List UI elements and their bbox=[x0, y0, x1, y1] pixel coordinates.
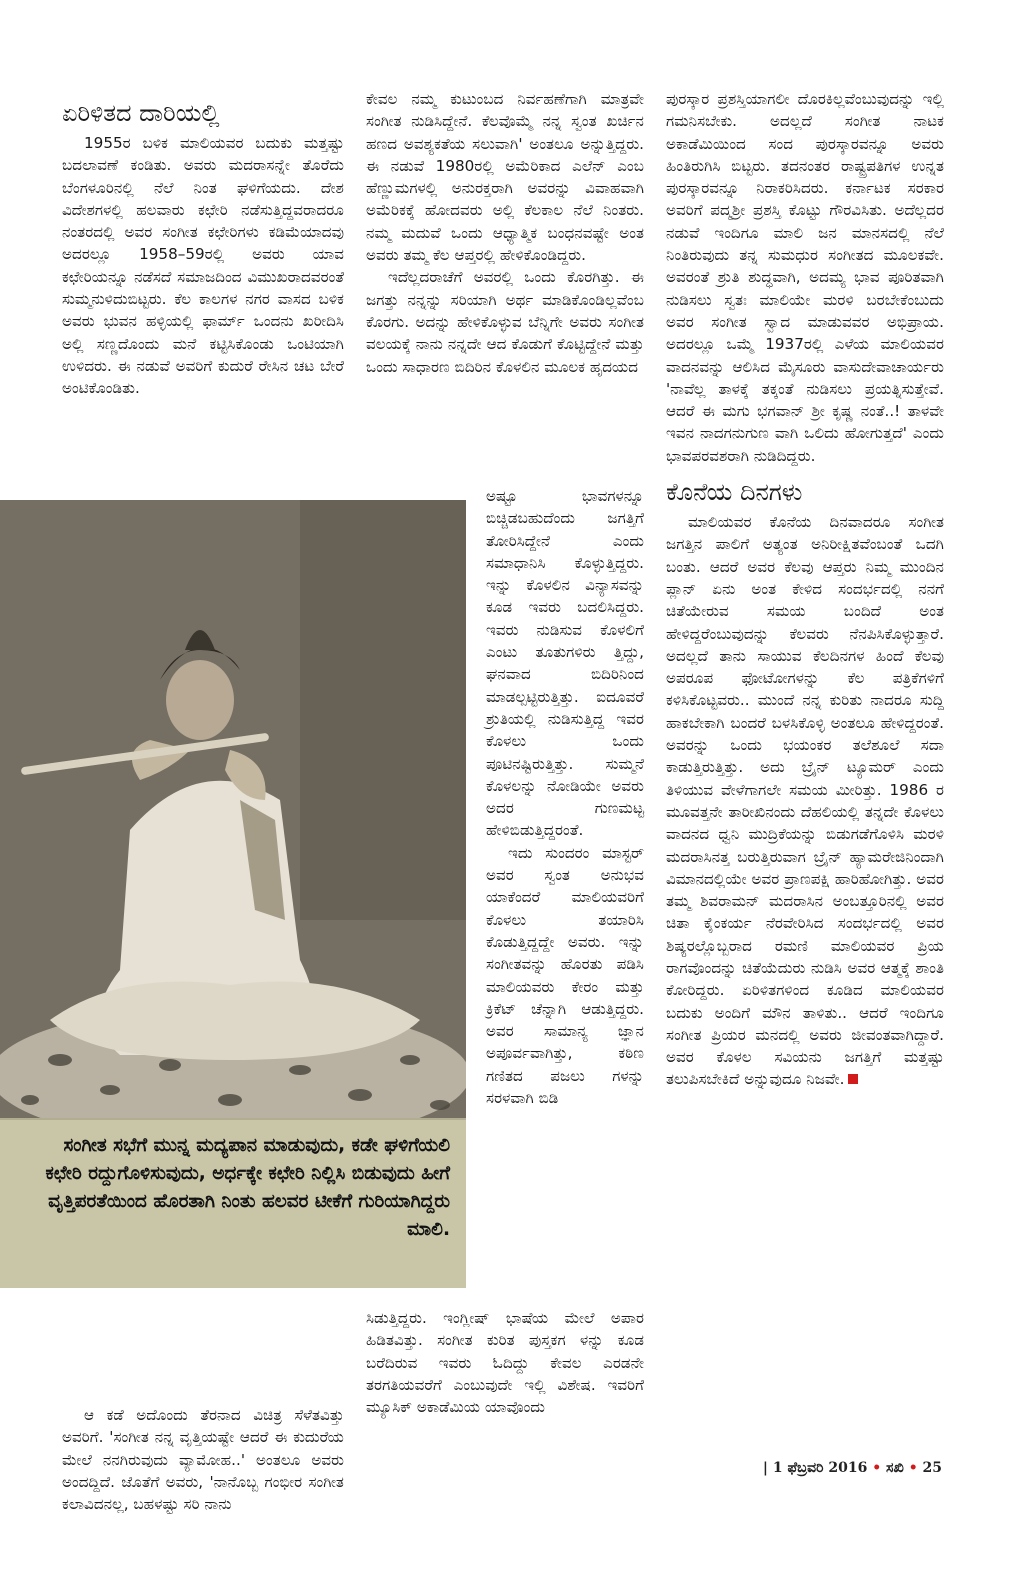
magazine-name: ಸಖಿ bbox=[886, 1460, 904, 1476]
article-paragraph: ಕೇವಲ ನಮ್ಮ ಕುಟುಂಬದ ನಿರ್ವಹಣೆಗಾಗಿ ಮಾತ್ರವೇ ಸಂಗೀತ ನುಡಿಸಿದ್ದೇನೆ. ಕೆಲವೊಮ್ಮೆ ನನ್ನ ಸ್ವಂತ ಖರ್ಚಿನ ಹಣದ ಅವಶ್ಯಕತೆಯ ಸಲುವಾಗಿ' ಅಂತಲೂ ಅನ್ನುತ್ತಿದ್ದರು. ಈ ನಡುವೆ 1980ರಲ್ಲಿ ಅಮೆರಿಕಾದ ಎಲೆನ್ ಎಂಬ ಹೆಣ್ಣುಮಗಳಲ್ಲಿ ಅನುರಕ್ತರಾಗಿ ಅವರನ್ನು ವಿವಾಹವಾಗಿ ಅಮೆರಿಕಕ್ಕೆ ಹೋದವರು ಅಲ್ಲಿ ಕೆಲಕಾಲ ನೆಲೆ ನಿಂತರು. ನಮ್ಮ ಮದುವೆ ಒಂದು ಆಧ್ಯಾತ್ಮಿಕ ಬಂಧನವಷ್ಟೇ ಅಂತ ಅವರು ತಮ್ಮ ಕೆಲ ಆಪ್ತರಲ್ಲಿ ಹೇಳಿಕೊಂಡಿದ್ದರು. bbox=[366, 90, 644, 265]
footer-divider: | bbox=[762, 1460, 773, 1476]
article-paragraph: ಇದೆಲ್ಲದರಾಚೆಗೆ ಅವರಲ್ಲಿ ಒಂದು ಕೊರಗಿತ್ತು. ಈ ಜಗತ್ತು ನನ್ನನ್ನು ಸರಿಯಾಗಿ ಅರ್ಥ ಮಾಡಿಕೊಂಡಿಲ್ಲವೆಂಬ ಕೊರಗು. ಅದನ್ನು ಹೇಳಿಕೊಳ್ಳುವ ಬೆನ್ನಿಗೇ ಅವರು ಸಂಗೀತ ವಲಯಕ್ಕೆ ನಾನು ನನ್ನದೇ ಆದ ಕೊಡುಗೆ ಕೊಟ್ಟಿದ್ದೇನೆ ಮತ್ತು ಒಂದು ಸಾಧಾರಣ ಬಿದಿರಿನ ಕೊಳಲಿನ ಮೂಲಕ ಹೃದಯದ bbox=[366, 268, 644, 376]
column-1 bbox=[62, 98, 344, 400]
flute-player-photo bbox=[0, 500, 466, 1118]
section-heading-last-days: ಕೊನೆಯ ದಿನಗಳು bbox=[666, 478, 803, 507]
pull-quote-caption bbox=[0, 1118, 466, 1288]
end-of-article-mark bbox=[848, 1074, 858, 1084]
article-paragraph-text: ಮಾಲಿಯವರ ಕೊನೆಯ ದಿನವಾದರೂ ಸಂಗೀತ ಜಗತ್ತಿನ ಪಾಲಿಗೆ ಅತ್ಯಂತ ಅನಿರೀಕ್ಷಿತವೆಂಬಂತೆ ಒದಗಿ ಬಂತು. ಆದರೆ ಅವರ ಕೆಲವು ಆಪ್ತರು ನಿಮ್ಮ ಮುಂದಿನ ಪ್ಲಾನ್ ಏನು ಅಂತ ಕೇಳಿದ ಸಂದರ್ಭದಲ್ಲಿ ನನಗೆ ಚಿತೆಯೇರುವ ಸಮಯ ಬಂದಿದೆ ಅಂತ ಹೇಳಿದ್ದರೆಂಬುವುದನ್ನು ಕೆಲವರು ನೆನಪಿಸಿಕೊಳ್ಳುತ್ತಾರೆ. ಅದಲ್ಲದೆ ತಾನು ಸಾಯುವ ಕೆಲದಿನಗಳ ಹಿಂದೆ ಕೆಲವು ಅಪರೂಪ ಫೋಟೋಗಳನ್ನು ಕೆಲ ಪತ್ರಿಕೆಗಳಿಗೆ ಕಳಿಸಿಕೊಟ್ಟವರು.. ಮುಂದೆ ನನ್ನ ಕುರಿತು ನಾದರೂ ಸುದ್ದಿ ಹಾಕಬೇಕಾಗಿ ಬಂದರೆ ಬಳಸಿಕೊಳ್ಳಿ ಅಂತಲೂ ಹೇಳಿದ್ದರಂತೆ. ಅವರನ್ನು ಒಂದು ಭಯಂಕರ ತಲೆಶೂಲೆ ಸದಾ ಕಾಡುತ್ತಿರುತ್ತಿತ್ತು. ಅದು ಬ್ರೈನ್ ಟ್ಯೂಮರ್ ಎಂದು ತಿಳಿಯುವ ವೇಳೆಗಾಗಲೇ ಸಮಯ ಮೀರಿತ್ತು. 1986 ರ ಮೂವತ್ತನೇ ತಾರೀಖಿನಂದು ದೆಹಲಿಯಲ್ಲಿ ತನ್ನದೇ ಕೊಳಲು ವಾದನದ ಧ್ವನಿ ಮುದ್ರಿಕೆಯನ್ನು ಬಿಡುಗಡೆಗೊಳಿಸಿ ಮರಳಿ ಮದರಾಸಿನತ್ತ ಬರುತ್ತಿರುವಾಗ ಬ್ರೈನ್ ಹ್ಯಾಮರೇಜಿನಿಂದಾಗಿ ವಿಮಾನದಲ್ಲಿಯೇ ಅವರ ಪ್ರಾಣಪಕ್ಷಿ ಹಾರಿಹೋಗಿತ್ತು. ಅವರ ತಮ್ಮ ಶಿವರಾಮನ್ ಮದರಾಸಿನ ಅಂಬತ್ತೂರಿನಲ್ಲಿ ಅವರ ಚಿತಾ ಕೈಂಕರ್ಯ ನೆರವೇರಿಸಿದ ಸಂದರ್ಭದಲ್ಲಿ ಅವರ ಶಿಷ್ಯರಲ್ಲೊಬ್ಬರಾದ ರಮಣಿ ಮಾಲಿಯವರ ಪ್ರಿಯ ರಾಗವೊಂದನ್ನು ಚಿತೆಯೆದುರು ನುಡಿಸಿ ಅವರ ಆತ್ಮಕ್ಕೆ ಶಾಂತಿ ಕೋರಿದ್ದರು. ಏರಿಳಿತಗಳಿಂದ ಕೂಡಿದ ಮಾಲಿಯವರ ಬದುಕು ಅಂದಿಗೆ ಮೌನ ತಾಳಿತು.. ಆದರೆ ಇಂದಿಗೂ ಸಂಗೀತ ಪ್ರಿಯರ ಮನದಲ್ಲಿ ಅವರು ಜೀವಂತವಾಗಿದ್ದಾರೆ. ಅವರ ಕೊಳಲ ಸವಿಯನು ಜಗತ್ತಿಗೆ ಮತ್ತಷ್ಟು ತಲುಪಿಸಬೇಕಿದೆ ಅನ್ನುವುದೂ ನಿಜವೇ. bbox=[666, 513, 944, 1089]
article-paragraph: ಆ ಕಡೆ ಅದೊಂದು ತೆರನಾದ ವಿಚಿತ್ರ ಸೆಳೆತವಿತ್ತು ಅವರಿಗೆ. 'ಸಂಗೀತ ನನ್ನ ವೃತ್ತಿಯಷ್ಟೇ ಆದರೆ ಈ ಕುದುರೆಯ ಮೇಲೆ ನನಗಿರುವುದು ವ್ಯಾಮೋಹ..' ಅಂತಲೂ ಅವರು ಅಂದದ್ದಿದೆ. ಜೊತೆಗೆ ಅವರು, 'ನಾನೊಬ್ಬ ಗಂಭೀರ ಸಂಗೀತ ಕಲಾವಿದನಲ್ಲ, ಬಹಳಷ್ಟು ಸರಿ ನಾನು bbox=[62, 1406, 344, 1514]
article-paragraph: ಅಷ್ಟೂ ಭಾವಗಳನ್ನೂ ಬಿಚ್ಚಿಡಬಹುದೆಂದು ಜಗತ್ತಿಗೆ ತೋರಿಸಿದ್ದೇನೆ ಎಂದು ಸಮಾಧಾನಿಸಿ ಕೊಳ್ಳುತ್ತಿದ್ದರು. ಇನ್ನು ಕೊಳಲಿನ ವಿನ್ಯಾಸವನ್ನು ಕೂಡ ಇವರು ಬದಲಿಸಿದ್ದರು. ಇವರು ನುಡಿಸುವ ಕೊಳಲಿಗೆ ಎಂಟು ತೂತುಗಳಿರು ತ್ತಿದ್ದು, ಘನವಾದ ಬಿದಿರಿನಿಂದ ಮಾಡಲ್ಪಟ್ಟಿರುತ್ತಿತ್ತು. ಐದೂವರೆ ಶ್ರುತಿಯಲ್ಲಿ ನುಡಿಸುತ್ತಿದ್ದ ಇವರ ಕೊಳಲು ಒಂದು ಪೂಟಿನಷ್ಟಿರುತ್ತಿತ್ತು. ಸುಮ್ಮನೆ ಕೊಳಲನ್ನು ನೋಡಿಯೇ ಅವರು ಅದರ ಗುಣಮಟ್ಟ ಹೇಳಿಬಿಡುತ್ತಿದ್ದರಂತೆ. bbox=[486, 487, 644, 840]
column-3 bbox=[666, 88, 944, 1091]
column-2 bbox=[366, 88, 644, 378]
section-heading-ups-and-downs: ಏರಿಳಿತದ ದಾರಿಯಲ್ಲಿ bbox=[62, 99, 220, 127]
article-paragraph bbox=[666, 511, 944, 1091]
article-paragraph: 1955ರ ಬಳಿಕ ಮಾಲಿಯವರ ಬದುಕು ಮತ್ತಷ್ಟು ಬದಲಾವಣೆ ಕಂಡಿತು. ಅವರು ಮದರಾಸನ್ನೇ ತೊರೆದು ಬೆಂಗಳೂರಿನಲ್ಲಿ ನೆಲೆ ನಿಂತ ಘಳಿಗೆಯದು. ದೇಶ ವಿದೇಶಗಳಲ್ಲಿ ಹಲವಾರು ಕಛೇರಿ ನಡೆಸುತ್ತಿದ್ದವರಾದರೂ ನಂತರದಲ್ಲಿ ಅವರ ಸಂಗೀತ ಕಛೇರಿಗಳು ಕಡಿಮೆಯಾದವು ಅದರಲ್ಲೂ 1958–59ರಲ್ಲಿ ಅವರು ಯಾವ ಕಛೇರಿಯನ್ನೂ ನಡೆಸದೆ ಸಮಾಜದಿಂದ ವಿಮುಖರಾದವರಂತೆ ಸುಮ್ಮನುಳಿದುಬಿಟ್ಟರು. ಕೆಲ ಕಾಲಗಳ ನಗರ ವಾಸದ ಬಳಿಕ ಅವರು ಭುವನ ಹಳ್ಳಿಯಲ್ಲಿ ಫಾರ್ಮ್ ಒಂದನು ಖರೀದಿಸಿ ಅಲ್ಲಿ ಸಣ್ಣದೊಂದು ಮನೆ ಕಟ್ಟಿಸಿಕೊಂಡು ಒಂಟಿಯಾಗಿ ಉಳಿದರು. ಈ ನಡುವೆ ಅವರಿಗೆ ಕುದುರೆ ರೇಸಿನ ಚಟ ಬೇರೆ ಅಂಟಿಕೊಂಡಿತು. bbox=[62, 134, 344, 398]
article-paragraph: ಸಿಡುತ್ತಿದ್ದರು. ಇಂಗ್ಲೀಷ್ ಭಾಷೆಯ ಮೇಲೆ ಅಪಾರ ಹಿಡಿತವಿತ್ತು. ಸಂಗೀತ ಕುರಿತ ಪುಸ್ತಕಗ ಳನ್ನು ಕೂಡ ಬರೆದಿರುವ ಇವರು ಓದಿದ್ದು ಕೇವಲ ಎರಡನೇ ತರಗತಿಯವರೆಗೆ ಎಂಬುವುದೇ ಇಲ್ಲಿ ವಿಶೇಷ. ಇವರಿಗೆ ಮ್ಯೂಸಿಕ್ ಅಕಾಡೆಮಿಯ ಯಾವೊಂದು bbox=[366, 1309, 644, 1417]
page-footer bbox=[763, 1460, 942, 1476]
column-2-narrow bbox=[486, 485, 644, 1109]
issue-date: 1 ಫೆಬ್ರವರಿ 2016 bbox=[772, 1460, 868, 1476]
footer-bullet-icon: • bbox=[908, 1460, 923, 1476]
article-paragraph: ಇದು ಸುಂದರಂ ಮಾಸ್ಟರ್ ಅವರ ಸ್ವಂತ ಅನುಭವ ಯಾಕೆಂದರೆ ಮಾಲಿಯವರಿಗೆ ಕೊಳಲು ತಯಾರಿಸಿ ಕೊಡುತ್ತಿದ್ದದ್ದೇ ಅವರು. ಇನ್ನು ಸಂಗೀತವನ್ನು ಹೊರತು ಪಡಿಸಿ ಮಾಲಿಯವರು ಕೇರಂ ಮತ್ತು ಕ್ರಿಕೆಟ್ ಚೆನ್ನಾಗಿ ಆಡುತ್ತಿದ್ದರು. ಅವರ ಸಾಮಾನ್ಯ ಜ್ಞಾನ ಅಪೂರ್ವವಾಗಿತ್ತು, ಕಠಿಣ ಗಣಿತದ ಪಜಲು ಗಳನ್ನು ಸರಳವಾಗಿ ಬಿಡಿ bbox=[486, 843, 644, 1108]
flute-player-illustration bbox=[0, 500, 466, 1118]
page-number: 25 bbox=[922, 1460, 942, 1476]
footer-bullet-icon: • bbox=[872, 1460, 887, 1476]
column-2-bottom bbox=[366, 1307, 644, 1418]
article-paragraph: ಪುರಸ್ಕಾರ ಪ್ರಶಸ್ತಿಯಾಗಲೀ ದೊರಕಿಲ್ಲವೆಂಬುವುದನ್ನು ಇಲ್ಲಿ ಗಮನಿಸಬೇಕು. ಅದಲ್ಲದೆ ಸಂಗೀತ ನಾಟಕ ಅಕಾಡೆಮಿಯಿಂದ ಸಂದ ಪುರಸ್ಕಾರವನ್ನೂ ಅವರು ಹಿಂತಿರುಗಿಸಿ ಬಿಟ್ಟರು. ತದನಂತರ ರಾಷ್ಟ್ರಪತಿಗಳ ಉನ್ನತ ಪುರಸ್ಕಾರವನ್ನೂ ನಿರಾಕರಿಸಿದರು. ಕರ್ನಾಟಕ ಸರಕಾರ ಅವರಿಗೆ ಪದ್ಮಶ್ರೀ ಪ್ರಶಸ್ತಿ ಕೊಟ್ಟು ಗೌರವಿಸಿತು. ಅದೆಲ್ಲದರ ನಡುವೆ ಇಂದಿಗೂ ಮಾಲಿ ಜನ ಮಾನಸದಲ್ಲಿ ನೆಲೆ ನಿಂತಿರುವುದು ತನ್ನ ಸುಮಧುರ ಸಂಗೀತದ ಮೂಲಕವೇ. ಅವರಂತೆ ಶ್ರುತಿ ಶುದ್ಧವಾಗಿ, ಅದಮ್ಯ ಭಾವ ಪೂರಿತವಾಗಿ ನುಡಿಸಲು ಸ್ವತಃ ಮಾಲಿಯೇ ಮರಳಿ ಬರಬೇಕೆಂಬುದು ಅವರ ಸಂಗೀತ ಸ್ವಾದ ಮಾಡುವವರ ಅಭಿಪ್ರಾಯ. ಅದರಲ್ಲೂ ಒಮ್ಮೆ 1937ರಲ್ಲಿ ಎಳೆಯ ಮಾಲಿಯವರ ವಾದನವನ್ನು ಆಲಿಸಿದ ಮೈಸೂರು ವಾಸುದೇವಾಚಾರ್ಯರು 'ನಾವೆಲ್ಲ ತಾಳಕ್ಕೆ ತಕ್ಕಂತೆ ನುಡಿಸಲು ಪ್ರಯತ್ನಿಸುತ್ತೇವೆ. ಆದರೆ ಈ ಮಗು ಭಗವಾನ್ ಶ್ರೀ ಕೃಷ್ಣ ನಂತೆ..! ತಾಳವೇ ಇವನ ನಾದಗನುಗುಣ ವಾಗಿ ಒಲಿದು ಹೋಗುತ್ತದೆ' ಎಂದು ಭಾವಪರವಶರಾಗಿ ನುಡಿದಿದ್ದರು. bbox=[666, 90, 944, 465]
column-1-bottom bbox=[62, 1404, 344, 1515]
caption-text: ಸಂಗೀತ ಸಭೆಗೆ ಮುನ್ನ ಮದ್ಯಪಾನ ಮಾಡುವುದು, ಕಡೇ ಘಳಿಗೆಯಲಿ ಕಛೇರಿ ರದ್ದುಗೊಳಿಸುವುದು, ಅರ್ಧಕ್ಕೇ ಕಛೇರಿ ನಿಲ್ಲಿಸಿ ಬಿಡುವುದು ಹೀಗೆ ವೃತ್ತಿಪರತೆಯಿಂದ ಹೊರತಾಗಿ ನಿಂತು ಹಲವರ ಟೀಕೆಗೆ ಗುರಿಯಾಗಿದ್ದರು ಮಾಲಿ. bbox=[45, 1135, 450, 1240]
